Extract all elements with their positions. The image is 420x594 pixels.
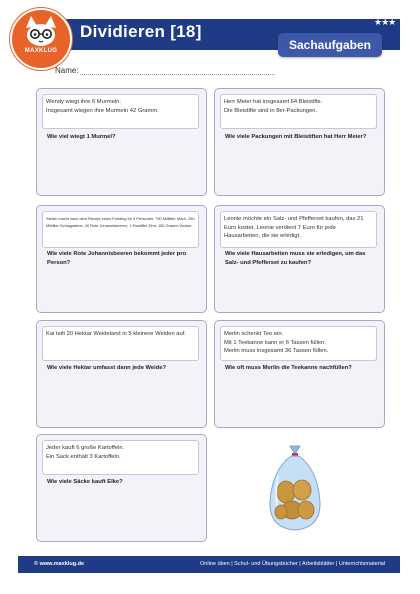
task-question: Wie viele Hektar umfasst dann jede Weide? <box>47 365 167 371</box>
task-question: Wie viele Säcke kauft Elke? <box>47 479 123 485</box>
task-text: Wendy wiegt ihre 6 Murmeln. Insgesamt wiegen ihre Murmeln 42 Gramm. <box>42 94 199 129</box>
footer-bar <box>18 556 400 573</box>
task-card-5 <box>36 320 207 428</box>
task-question: Wie oft muss Merlin die Teekanne nachfüllen? <box>225 365 352 371</box>
task-text: Stefan macht nach dem Rezept einen Pudding für 5 Personen: 750 Milliliter Milch, 250 Milliliter Schlagsahne, 40 Rote Johannisbeeren, 1 Esslöffel Zimt, 150 Gramm Zucker. <box>42 211 199 248</box>
task-text: Merlin schenkt Tee ein. Mit 1 Teekanne kann er 6 Tassen füllen. Merlin muss insgesamt 36 Tassen füllen. <box>220 326 377 361</box>
task-card-1 <box>36 88 207 196</box>
task-text: Herr Meier hat insgesamt 64 Bleistifte. Die Bleistifte sind in 8er-Packungen. <box>220 94 377 129</box>
task-question: Wie viele Hausarbeiten muss sie erledigen, um das Salz- und Pfefferset zu kaufen? <box>225 251 366 266</box>
category-badge: Sachaufgaben <box>278 33 382 57</box>
task-card-4 <box>214 205 385 313</box>
task-text: Jeder kauft 6 große Kartoffeln. Ein Sack enthält 3 Kartoffeln. <box>42 440 199 475</box>
potato-sack-icon <box>264 442 326 539</box>
task-card-2 <box>214 88 385 196</box>
task-question: Wie viel wiegt 1 Murmel? <box>47 134 116 140</box>
footer-links[interactable]: Online üben | Schul- und Übungsbücher | Arbeitsblätter | Unterrichtsmaterial <box>200 561 385 567</box>
task-card-7 <box>36 434 207 542</box>
task-text: Kai teilt 20 Hektar Weideland in 5 kleinere Weiden auf. <box>42 326 199 361</box>
name-field-line[interactable] <box>80 74 275 75</box>
footer-website-link[interactable]: © www.maxklug.de <box>34 561 84 567</box>
task-text: Leonie möchte ein Salz- und Pfefferset kaufen, das 21 Euro kostet. Leonie verdient 7 Euro für jede Hausarbeiten, die sie erledigt. <box>220 211 377 248</box>
task-question: Wie viele Rote Johannisbeeren bekommt jeder pro Person? <box>47 251 187 266</box>
maxklug-logo <box>10 8 72 70</box>
task-question: Wie viele Packungen mit Bleistiften hat Herr Meier? <box>225 134 367 140</box>
logo-text: MAXKLUG <box>24 48 58 54</box>
task-card-3 <box>36 205 207 313</box>
difficulty-stars: ★★★ <box>374 17 396 27</box>
page-title: Dividieren [18] <box>80 22 202 41</box>
name-label: Name: <box>55 66 79 75</box>
task-card-6 <box>214 320 385 428</box>
